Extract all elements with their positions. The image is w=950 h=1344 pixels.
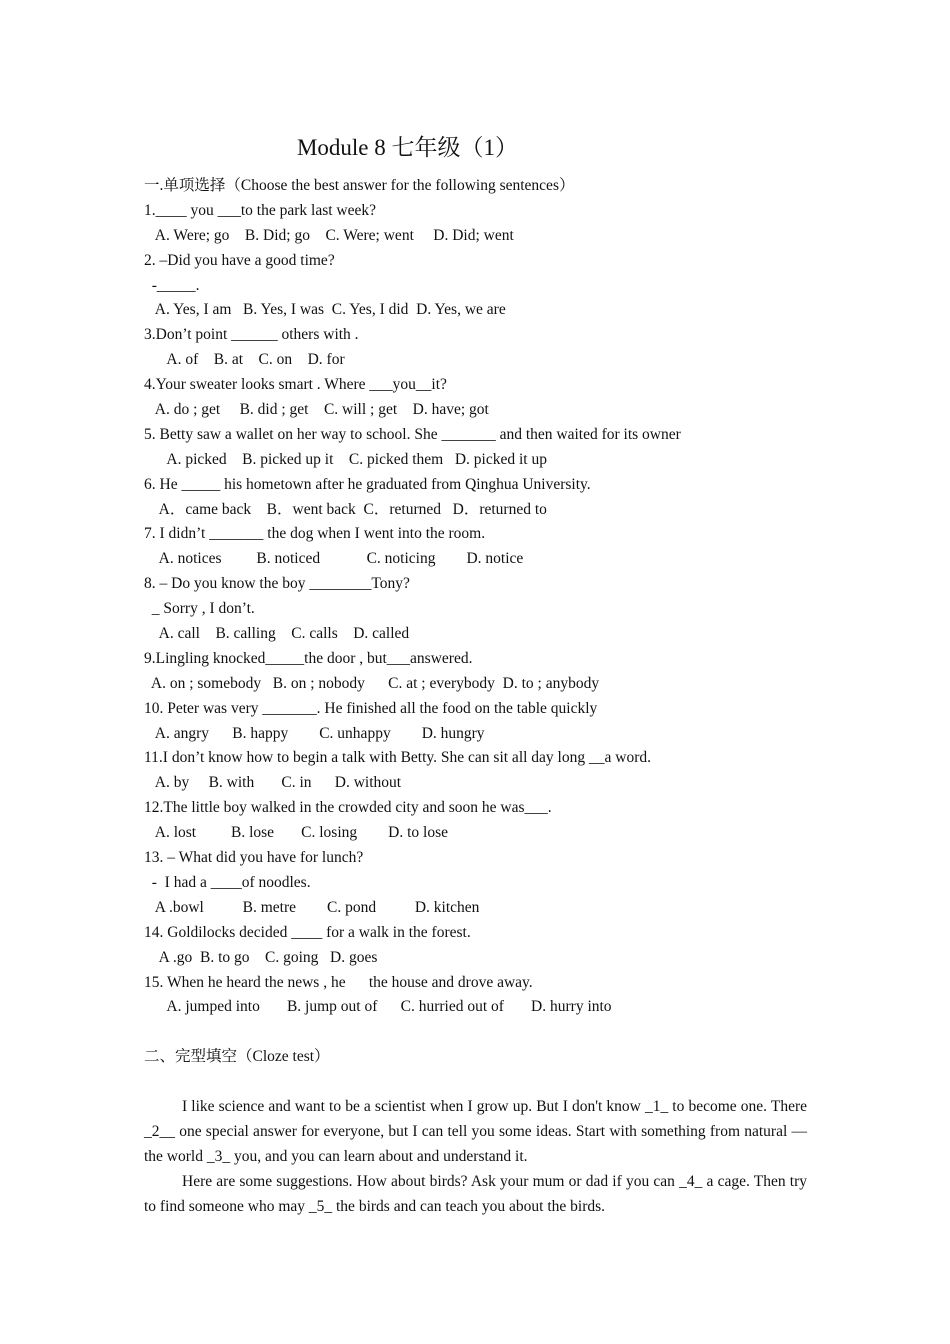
question-line: A. call B. calling C. calls D. called	[144, 625, 410, 643]
question-line: _ Sorry , I don’t.	[144, 600, 255, 618]
question-line: 5. Betty saw a wallet on her way to school. She _______ and then waited for its owner	[144, 425, 681, 443]
question-line: A．came back B．went back C．returned D．returned to	[144, 500, 547, 518]
question-line: 12.The little boy walked in the crowded city and soon he was___.	[144, 799, 552, 817]
spacer	[144, 1070, 807, 1095]
question-line: A. on ; somebody B. on ; nobody C. at ; everybody D. to ; anybody	[144, 674, 600, 692]
question-list	[144, 199, 807, 1020]
question-line: -_____.	[144, 276, 200, 294]
question-line: A .bowl B. metre C. pond D. kitchen	[144, 898, 480, 916]
question-line: A. Were; go B. Did; go C. Were; went D. Did; went	[144, 226, 514, 244]
cloze-paragraph: Here are some suggestions. How about birds? Ask your mum or dad if you can _4_ a cage. Then try to find someone who may _5_ the birds and can teach you about the birds.	[144, 1172, 807, 1215]
question-line: A. Yes, I am B. Yes, I was C. Yes, I did D. Yes, we are	[144, 301, 506, 319]
document-body	[144, 174, 807, 1219]
question-line: A. notices B. noticed C. noticing D. notice	[144, 550, 524, 568]
question-line: 3.Don’t point ______ others with .	[144, 326, 359, 344]
question-line: A. angry B. happy C. unhappy D. hungry	[144, 724, 485, 742]
question-line: A. jumped into B. jump out of C. hurried out of D. hurry into	[144, 998, 612, 1016]
question-line: A. do ; get B. did ; get C. will ; get D. have; got	[144, 401, 489, 419]
question-line: 4.Your sweater looks smart . Where ___you__it?	[144, 376, 447, 394]
question-line: 9.Lingling knocked_____the door , but___answered.	[144, 649, 473, 667]
question-line: 1.____ you ___to the park last week?	[144, 201, 377, 219]
section-heading: 一.单项选择（Choose the best answer for the following sentences）	[144, 177, 575, 194]
question-line: 13. – What did you have for lunch?	[144, 849, 364, 867]
question-line: - I had a ____of noodles.	[144, 873, 311, 891]
spacer	[144, 1020, 807, 1045]
question-line: A. by B. with C. in D. without	[144, 774, 402, 792]
question-line: 8. – Do you know the boy ________Tony?	[144, 575, 410, 593]
question-line: 14. Goldilocks decided ____ for a walk in the forest.	[144, 923, 471, 941]
question-line: 11.I don’t know how to begin a talk with Betty. She can sit all day long __a word.	[144, 749, 651, 767]
page-title: Module 8 七年级（1）	[296, 135, 519, 160]
cloze-paragraph: I like science and want to be a scientist when I grow up. But I don't know _1_ to become one. There _2__ one special answer for everyone, but I can tell you some ideas. Start with something from natural — the world _3_ you, and you can learn about and understand it.	[144, 1097, 807, 1165]
question-line: 2. –Did you have a good time?	[144, 251, 335, 269]
question-line: 15. When he heard the news , he the house and drove away.	[144, 973, 533, 991]
question-line: A. picked B. picked up it C. picked them D. picked it up	[144, 450, 547, 468]
question-line: A .go B. to go C. going D. goes	[144, 948, 378, 966]
section-heading: 二、完型填空（Cloze test）	[144, 1048, 330, 1066]
question-line: 6. He _____ his hometown after he graduated from Qinghua University.	[144, 475, 591, 493]
question-line: 10. Peter was very _______. He finished all the food on the table quickly	[144, 699, 598, 717]
question-line: A. lost B. lose C. losing D. to lose	[144, 824, 448, 842]
question-line: 7. I didn’t _______ the dog when I went into the room.	[144, 525, 486, 543]
question-line: A. of B. at C. on D. for	[144, 351, 345, 369]
